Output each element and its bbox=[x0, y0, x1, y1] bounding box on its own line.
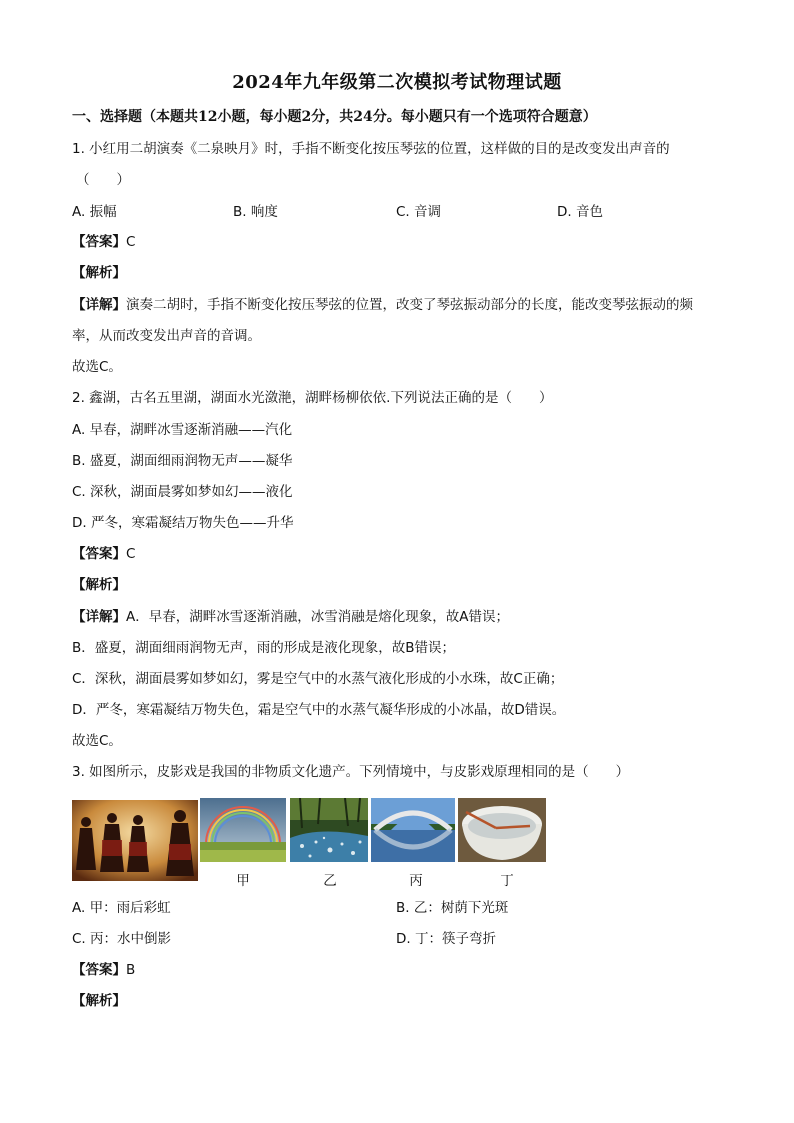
label-tag: 【答案】 bbox=[72, 546, 126, 562]
q1-stem: 1. 小红用二胡演奏《二泉映月》时，手指不断变化按压琴弦的位置，这样做的目的是改变发出声音的 bbox=[72, 141, 670, 157]
q3-answer: 【答案】B bbox=[72, 962, 136, 978]
q1-option-a: A. 振幅 bbox=[72, 204, 117, 220]
q3-option-c: C. 丙：水中倒影 bbox=[72, 931, 172, 947]
section-heading: 一、选择题（本题共12小题，每小题2分，共24分。每小题只有一个选项符合题意） bbox=[72, 109, 597, 125]
label-tag: 【详解】 bbox=[72, 609, 126, 625]
q2-answer: 【答案】C bbox=[72, 546, 136, 562]
caption-bing: 丙 bbox=[409, 873, 423, 889]
q3-option-b: B. 乙：树荫下光斑 bbox=[396, 900, 509, 916]
q1-option-d: D. 音色 bbox=[557, 204, 603, 220]
q2-option-b: B. 盛夏，湖面细雨润物无声——凝华 bbox=[72, 453, 293, 469]
q1-choose: 故选C。 bbox=[72, 359, 122, 375]
caption-yi: 乙 bbox=[323, 873, 337, 889]
q2-choose: 故选C。 bbox=[72, 733, 122, 749]
q2-option-c: C. 深秋，湖面晨雾如梦如幻——液化 bbox=[72, 484, 293, 500]
q3-analysis bbox=[72, 991, 126, 1011]
q2-detail-c: C．深秋，湖面晨雾如梦如幻，雾是空气中的水蒸气液化形成的小水珠，故C正确； bbox=[72, 671, 564, 687]
q1-analysis bbox=[72, 263, 126, 283]
q3-option-d: D. 丁：筷子弯折 bbox=[396, 931, 496, 947]
q1-option-c: C. 音调 bbox=[396, 204, 442, 220]
q2-stem: 2. 鑫湖，古名五里湖，湖面水光潋滟，湖畔杨柳依依.下列说法正确的是（ ） bbox=[72, 390, 553, 406]
q1-detail-line1: 【详解】演奏二胡时，手指不断变化按压琴弦的位置，改变了琴弦振动部分的长度，能改变琴弦振动的频 bbox=[72, 297, 693, 313]
q2-detail-b: B．盛夏，湖面细雨润物无声，雨的形成是液化现象，故B错误； bbox=[72, 640, 456, 656]
caption-ding: 丁 bbox=[500, 873, 514, 889]
label-tag: 【解析】 bbox=[72, 265, 126, 281]
q1-option-b: B. 响度 bbox=[233, 204, 278, 220]
chopsticks-bowl-image bbox=[458, 798, 546, 862]
label-tag: 【详解】 bbox=[72, 297, 126, 313]
shadow-puppet-image bbox=[72, 800, 198, 881]
label-tag: 【解析】 bbox=[72, 993, 126, 1009]
q1-detail-line2: 率，从而改变发出声音的音调。 bbox=[72, 328, 261, 344]
q2-option-d: D. 严冬，寒霜凝结万物失色——升华 bbox=[72, 515, 294, 531]
q1-answer: 【答案】C bbox=[72, 234, 136, 250]
q3-stem: 3. 如图所示，皮影戏是我国的非物质文化遗产。下列情境中，与皮影戏原理相同的是（ ） bbox=[72, 764, 630, 780]
q3-option-a: A. 甲：雨后彩虹 bbox=[72, 900, 171, 916]
page-title: 2024年九年级第二次模拟考试物理试题 bbox=[232, 72, 562, 93]
label-tag: 【解析】 bbox=[72, 577, 126, 593]
forest-light-image bbox=[290, 798, 368, 862]
q2-analysis bbox=[72, 575, 126, 595]
rainbow-image bbox=[200, 798, 286, 862]
label-tag: 【答案】 bbox=[72, 234, 126, 250]
q2-option-a: A. 早春，湖畔冰雪逐渐消融——汽化 bbox=[72, 422, 293, 438]
bridge-reflection-image bbox=[371, 798, 455, 862]
q2-detail-a: 【详解】A．早春，湖畔冰雪逐渐消融，冰雪消融是熔化现象，故A错误； bbox=[72, 609, 509, 625]
q1-stem-bracket: （ ） bbox=[76, 172, 130, 188]
caption-jia: 甲 bbox=[236, 873, 250, 889]
label-tag: 【答案】 bbox=[72, 962, 126, 978]
q2-detail-d: D．严冬，寒霜凝结万物失色，霜是空气中的水蒸气凝华形成的小冰晶，故D错误。 bbox=[72, 702, 566, 718]
